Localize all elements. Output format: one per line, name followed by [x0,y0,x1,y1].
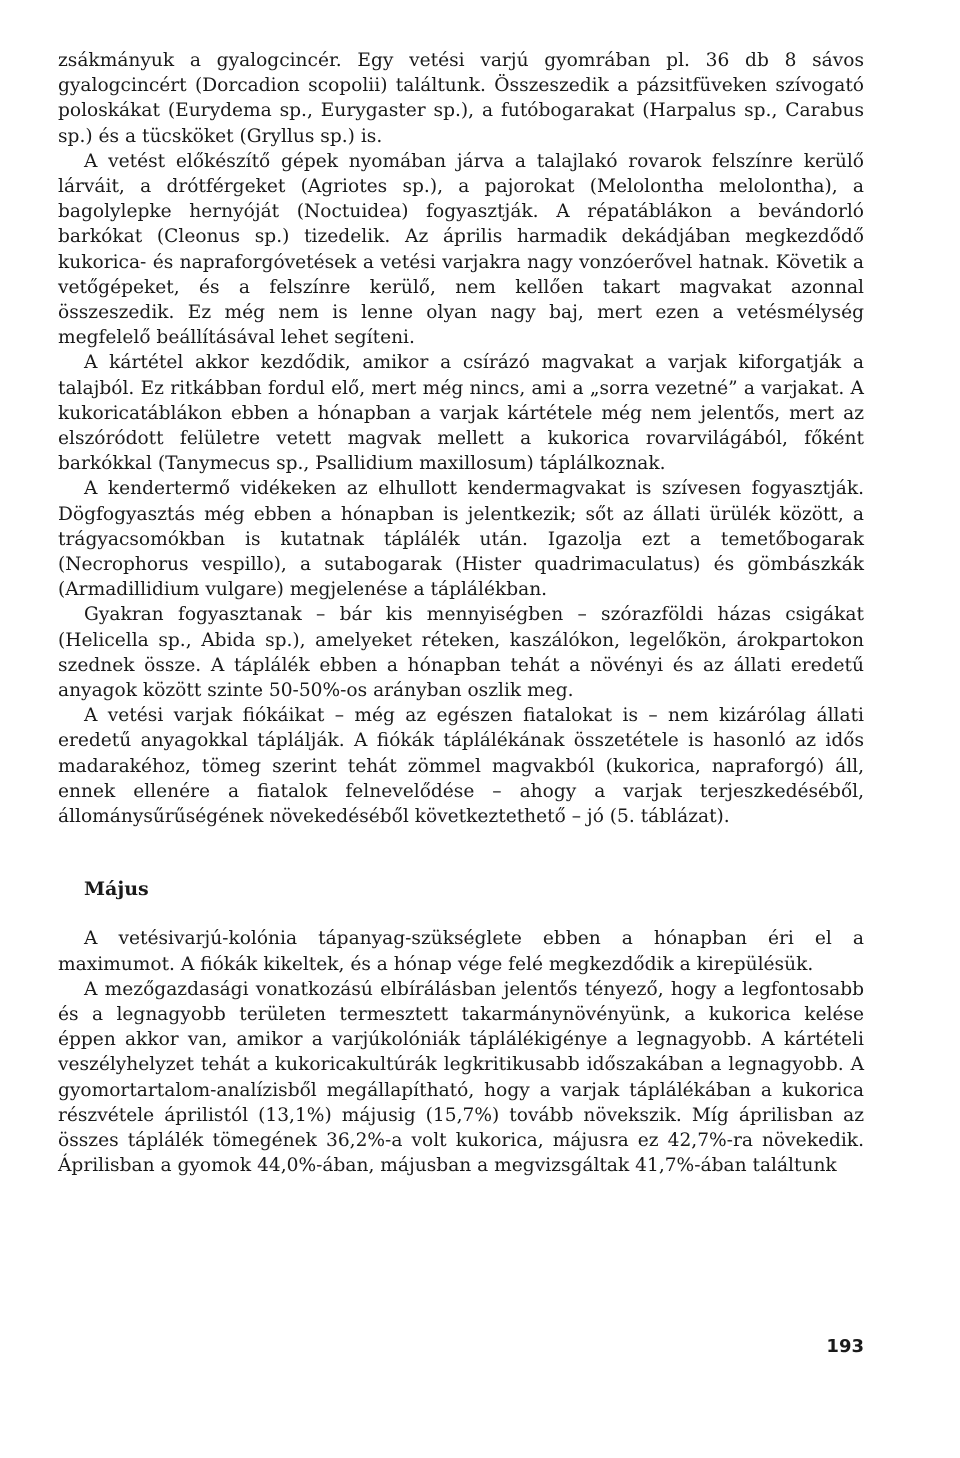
paragraph: A kártétel akkor kezdődik, amikor a csírázó magvakat a varjak kiforgatják a talajból. Ez ritkábban fordul elő, mert még nincs, ami a „sorra vezetné” a varjakat. A kukoricatáblákon ebben a hónapban a varjak kártétele még nem jelentős, mert az elszóródott felületre vetett magvak mellett a kukorica rovarvilágából, főként barkókkal (Tanymecus sp., Psallidium maxillosum) táplálkoznak. [58,352,864,475]
page-number: 193 [826,1336,864,1357]
paragraph: Gyakran fogyasztanak – bár kis mennyiségben – szórazföldi házas csigákat (Helicella sp., Abida sp.), amelyeket réteken, kaszálókon, legelőkön, árokpartokon szednek össze. A táplálék ebben a hónapban tehát a növényi és az állati eredetű anyagok között szinte 50-50%-os arányban oszlik meg. [58,604,864,702]
paragraph: zsákmányuk a gyalogcincér. Egy vetési varjú gyomrában pl. 36 db 8 sávos gyalogcincért (Dorcadion scopolii) találtunk. Összeszedik a pázsitfüveken szívogató poloskákat (Eurydema sp., Eurygaster sp.), a futóbogarakat (Harpalus sp., Carabus sp.) és a tücsköket (Gryllus sp.) is. [58,50,864,147]
paragraph: A vetést előkészítő gépek nyomában járva a talajlakó rovarok felszínre kerülő lárváit, a drótférgeket (Agriotes sp.), a pajorokat (Melolontha melolontha), a bagolylepke hernyóját (Noctuidea) fogyasztják. A répatáblákon a bevándorló barkókat (Cleonus sp.) tizedelik. Az április harmadik dekádjában megkezdődő kukorica- és napraforgóvetések a vetési varjakra nagy vonzóerővel hatnak. Követik a vetőgépeket, és a felszínre kerülő, nem kellően takart magvakat azonnal összeszedik. Ez még nem is lenne olyan nagy baj, mert ezen a vetésmélység megfelelő beállításával lehet segíteni. [58,150,864,349]
paragraph: A vetésivarjú-kolónia tápanyag-szükséglete ebben a hónapban éri el a maximumot. A fiókák kikeltek, és a hónap vége felé megkezdődik a kirepülésük. [58,928,864,975]
page-body [58,48,864,1178]
section-heading: Május [84,878,149,901]
paragraph: A kendertermő vidékeken az elhullott kendermagvakat is szívesen fogyasztják. Dögfogyasztás még ebben a hónapban is jelentkezik; sőt az állati ürülék között, a trágyacsomókban is kutatnak táplálék után. Igazolja ezt a temetőbogarak (Necrophorus vespillo), a sutabogarak (Hister quadrimaculatus) és gömbászkák (Armadillidium vulgare) megjelenése a táplálékban. [58,478,864,601]
paragraph: A mezőgazdasági vonatkozású elbírálásban jelentős tényező, hogy a legfontosabb és a legnagyobb területen termesztett takarmánynövényünk, a kukorica kelése éppen akkor van, amikor a varjúkolóniák táplálékigénye a legnagyobb. A kártételi veszélyhelyzet tehát a kukoricakultúrák legkritikusabb időszakában a legnagyobb. A gyomortartalom-analízisből megállapítható, hogy a varjak táplálékában a kukorica részvétele áprilistól (13,1%) májusig (15,7%) tovább növekszik. Míg áprilisban az összes táplálék tömegének 36,2%-a volt kukorica, májusra ez 42,7%-ra növekedik. Áprilisban a gyomok 44,0%-ában, májusban a megvizsgáltak 41,7%-ában találtunk [58,978,864,1177]
paragraph: A vetési varjak fiókáikat – még az egészen fiatalokat is – nem kizárólag állati eredetű anyagokkal táplálják. A fiókák táplálékának összetétele is hasonló az idős madarakéhoz, tömeg szerint tehát zömmel magvakból (kukorica, napraforgó) áll, ennek ellenére a fiatalok felnevelődése – ahogy a varjak terjeszkedéséből, állománysűrűségének növekedéséből következtethető – jó (5. táblázat). [58,705,864,828]
